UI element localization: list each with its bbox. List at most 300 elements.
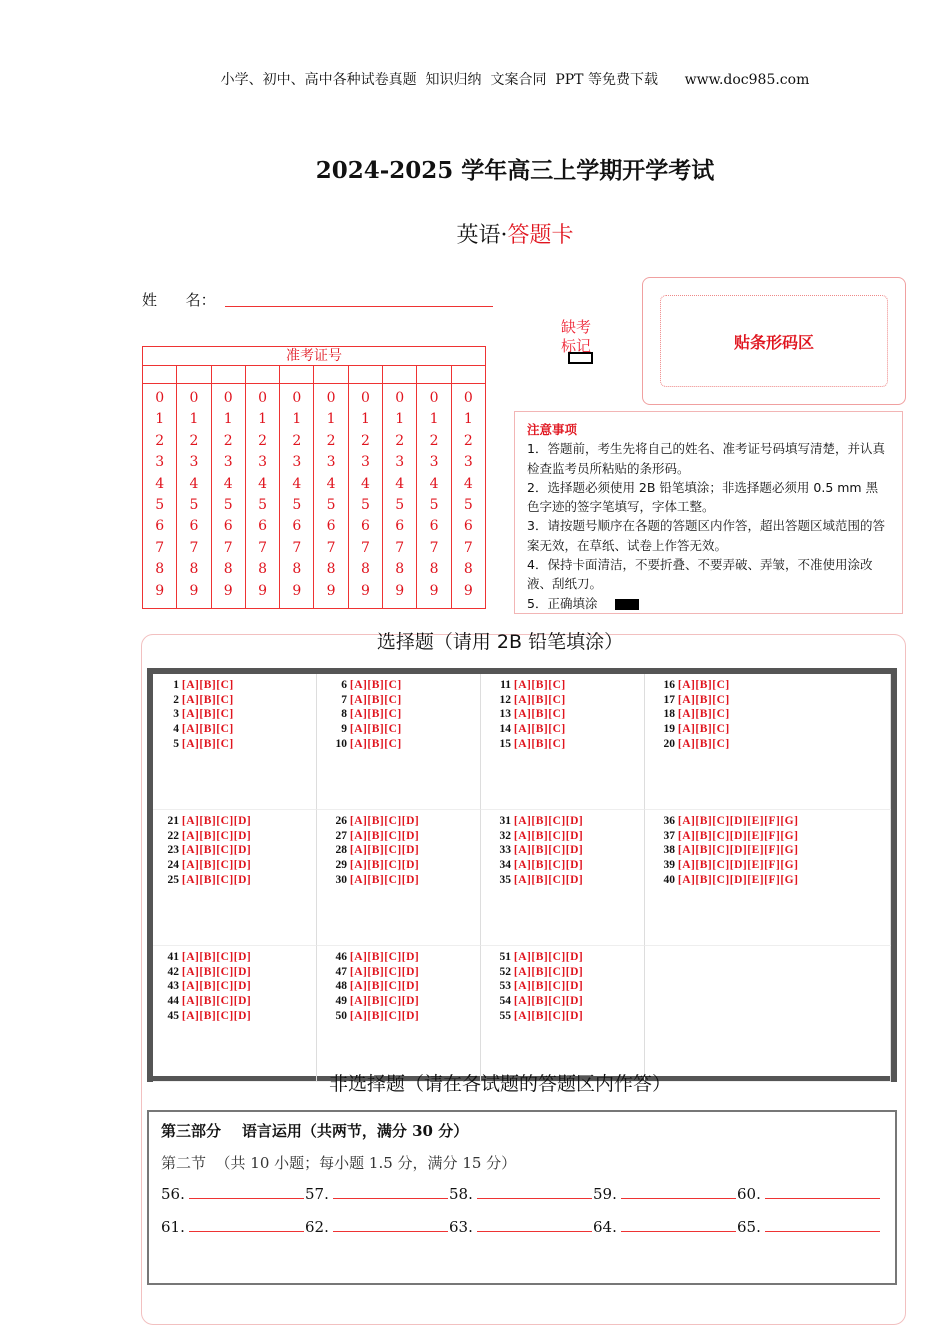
option-bubble[interactable]: [B] (199, 844, 217, 857)
answer-blank[interactable] (305, 1217, 449, 1236)
option-bubble[interactable]: [A] (513, 844, 532, 857)
option-bubble[interactable]: [C] (712, 723, 730, 736)
option-bubble[interactable]: [A] (677, 859, 696, 872)
id-digit-bubble[interactable]: 5 (189, 497, 199, 514)
id-digit-bubble[interactable]: 1 (463, 411, 473, 428)
option-bubble[interactable]: [A] (181, 693, 200, 706)
id-write-cell[interactable] (314, 366, 348, 384)
option-bubble[interactable]: [B] (367, 679, 385, 691)
id-digit-bubble[interactable]: 9 (326, 582, 336, 599)
option-bubble[interactable]: [A] (181, 995, 200, 1008)
option-bubble[interactable]: [A] (349, 965, 368, 978)
option-bubble[interactable]: [C] (384, 980, 402, 993)
option-bubble[interactable]: [D] (565, 844, 584, 857)
id-digit-bubble[interactable]: 0 (463, 390, 473, 406)
option-bubble[interactable]: [E] (747, 873, 765, 886)
option-bubble[interactable]: [C] (548, 859, 566, 872)
id-digit-bubble[interactable]: 1 (292, 411, 302, 428)
option-bubble[interactable]: [B] (695, 844, 713, 857)
answer-blank[interactable] (737, 1217, 881, 1236)
id-digit-bubble[interactable]: 6 (360, 518, 370, 535)
id-digit-bubble[interactable]: 1 (360, 411, 370, 428)
option-bubble[interactable]: [C] (216, 829, 234, 842)
id-digit-bubble[interactable]: 8 (326, 561, 336, 578)
id-digit-bubble[interactable]: 7 (189, 539, 199, 556)
id-digit-bubble[interactable]: 9 (292, 582, 302, 599)
option-bubble[interactable]: [D] (233, 1009, 252, 1022)
option-bubble[interactable]: [D] (233, 980, 252, 993)
option-bubble[interactable]: [D] (729, 829, 748, 842)
id-digit-bubble[interactable]: 6 (223, 518, 233, 535)
option-bubble[interactable]: [G] (780, 859, 799, 872)
blank-line[interactable] (621, 1184, 736, 1199)
option-bubble[interactable]: [A] (513, 829, 532, 842)
id-digit-bubble[interactable]: 6 (155, 518, 165, 535)
option-bubble[interactable]: [C] (216, 965, 234, 978)
option-bubble[interactable]: [D] (401, 1009, 420, 1022)
id-digit-bubble[interactable]: 3 (360, 454, 370, 471)
option-bubble[interactable]: [B] (695, 737, 713, 750)
id-digit-bubble[interactable]: 9 (429, 582, 439, 599)
option-bubble[interactable]: [C] (216, 980, 234, 993)
id-digit-bubble[interactable]: 9 (155, 582, 165, 599)
id-digit-bubble[interactable]: 1 (395, 411, 405, 428)
id-digit-bubble[interactable]: 2 (395, 432, 405, 449)
option-bubble[interactable]: [C] (712, 815, 730, 827)
id-digit-bubble[interactable]: 1 (189, 411, 199, 428)
option-bubble[interactable]: [A] (513, 1009, 532, 1022)
option-bubble[interactable]: [D] (565, 1009, 584, 1022)
id-digit-bubble[interactable]: 7 (155, 539, 165, 556)
id-digit-bubble[interactable]: 4 (292, 475, 302, 492)
option-bubble[interactable]: [D] (233, 844, 252, 857)
id-digit-bubble[interactable]: 6 (258, 518, 267, 535)
id-digit-bubble[interactable]: 4 (395, 475, 405, 492)
id-digit-bubble[interactable]: 6 (395, 518, 405, 535)
option-bubble[interactable]: [D] (401, 815, 420, 827)
option-bubble[interactable]: [G] (780, 829, 799, 842)
absent-mark-box[interactable] (568, 352, 593, 364)
option-bubble[interactable]: [C] (548, 679, 566, 691)
option-bubble[interactable]: [C] (384, 723, 402, 736)
id-digit-bubble[interactable]: 5 (223, 497, 233, 514)
option-bubble[interactable]: [C] (384, 859, 402, 872)
option-bubble[interactable]: [C] (548, 1009, 566, 1022)
option-bubble[interactable]: [D] (233, 965, 252, 978)
blank-line[interactable] (621, 1217, 736, 1232)
answer-blank[interactable] (449, 1217, 593, 1236)
option-bubble[interactable]: [C] (712, 693, 730, 706)
option-bubble[interactable]: [C] (384, 965, 402, 978)
id-digit-bubble[interactable]: 7 (463, 539, 473, 556)
id-write-cell[interactable] (451, 366, 485, 384)
option-bubble[interactable]: [A] (513, 951, 532, 963)
option-bubble[interactable]: [C] (548, 737, 566, 750)
option-bubble[interactable]: [D] (233, 873, 252, 886)
id-digit-bubble[interactable]: 2 (223, 432, 233, 449)
option-bubble[interactable]: [D] (729, 815, 748, 827)
option-bubble[interactable]: [B] (695, 679, 713, 691)
name-input-line[interactable] (225, 306, 493, 307)
option-bubble[interactable]: [C] (548, 965, 566, 978)
option-bubble[interactable]: [A] (677, 873, 696, 886)
option-bubble[interactable]: [D] (233, 859, 252, 872)
option-bubble[interactable]: [B] (695, 693, 713, 706)
option-bubble[interactable]: [A] (349, 995, 368, 1008)
id-digit-bubble[interactable]: 1 (429, 411, 439, 428)
option-bubble[interactable]: [D] (565, 815, 584, 827)
option-bubble[interactable]: [B] (199, 995, 217, 1008)
option-bubble[interactable]: [C] (548, 723, 566, 736)
id-digit-bubble[interactable]: 1 (258, 411, 267, 428)
id-digit-bubble[interactable]: 7 (292, 539, 302, 556)
id-digit-bubble[interactable]: 8 (189, 561, 199, 578)
option-bubble[interactable]: [B] (367, 995, 385, 1008)
option-bubble[interactable]: [C] (384, 995, 402, 1008)
id-digit-bubble[interactable]: 2 (429, 432, 439, 449)
id-digit-bubble[interactable]: 9 (189, 582, 199, 599)
option-bubble[interactable]: [A] (677, 737, 696, 750)
id-digit-bubble[interactable]: 9 (395, 582, 405, 599)
option-bubble[interactable]: [C] (216, 859, 234, 872)
blank-line[interactable] (765, 1217, 880, 1232)
option-bubble[interactable]: [D] (401, 965, 420, 978)
option-bubble[interactable]: [B] (367, 951, 385, 963)
id-digit-bubble[interactable]: 7 (223, 539, 233, 556)
option-bubble[interactable]: [C] (712, 844, 730, 857)
option-bubble[interactable]: [C] (712, 708, 730, 721)
id-digit-bubble[interactable]: 0 (223, 390, 233, 406)
option-bubble[interactable]: [C] (216, 844, 234, 857)
option-bubble[interactable]: [A] (513, 815, 532, 827)
id-digit-bubble[interactable]: 3 (429, 454, 439, 471)
option-bubble[interactable]: [D] (401, 873, 420, 886)
id-digit-bubble[interactable]: 3 (326, 454, 336, 471)
option-bubble[interactable]: [B] (531, 859, 549, 872)
answer-blank[interactable] (737, 1184, 881, 1203)
option-bubble[interactable]: [C] (384, 951, 402, 963)
id-digit-bubble[interactable]: 7 (258, 539, 267, 556)
option-bubble[interactable]: [C] (216, 1009, 234, 1022)
id-digit-bubble[interactable]: 5 (463, 497, 473, 514)
option-bubble[interactable]: [D] (233, 815, 252, 827)
option-bubble[interactable]: [C] (384, 829, 402, 842)
option-bubble[interactable]: [D] (401, 995, 420, 1008)
option-bubble[interactable]: [B] (367, 859, 385, 872)
option-bubble[interactable]: [A] (181, 965, 200, 978)
id-digit-bubble[interactable]: 3 (155, 454, 165, 471)
option-bubble[interactable]: [F] (764, 859, 781, 872)
option-bubble[interactable]: [C] (216, 723, 234, 736)
id-digit-bubble[interactable]: 3 (223, 454, 233, 471)
option-bubble[interactable]: [C] (712, 737, 730, 750)
option-bubble[interactable]: [A] (677, 708, 696, 721)
option-bubble[interactable]: [B] (531, 829, 549, 842)
option-bubble[interactable]: [A] (349, 679, 368, 691)
option-bubble[interactable]: [A] (513, 679, 532, 691)
option-bubble[interactable]: [A] (513, 723, 532, 736)
option-bubble[interactable]: [B] (199, 693, 217, 706)
option-bubble[interactable]: [D] (401, 980, 420, 993)
option-bubble[interactable]: [D] (565, 965, 584, 978)
option-bubble[interactable]: [B] (695, 723, 713, 736)
id-digit-bubble[interactable]: 0 (155, 390, 165, 406)
option-bubble[interactable]: [C] (548, 951, 566, 963)
option-bubble[interactable]: [D] (565, 859, 584, 872)
option-bubble[interactable]: [B] (531, 873, 549, 886)
option-bubble[interactable]: [A] (513, 737, 532, 750)
option-bubble[interactable]: [D] (233, 951, 252, 963)
id-digit-bubble[interactable]: 1 (223, 411, 233, 428)
option-bubble[interactable]: [A] (181, 1009, 200, 1022)
option-bubble[interactable]: [B] (367, 829, 385, 842)
id-write-cell[interactable] (417, 366, 451, 384)
option-bubble[interactable]: [B] (531, 693, 549, 706)
option-bubble[interactable]: [A] (513, 965, 532, 978)
option-bubble[interactable]: [A] (349, 951, 368, 963)
option-bubble[interactable]: [C] (384, 844, 402, 857)
option-bubble[interactable]: [D] (729, 859, 748, 872)
id-digit-bubble[interactable]: 2 (189, 432, 199, 449)
option-bubble[interactable]: [B] (367, 844, 385, 857)
id-digit-bubble[interactable]: 4 (429, 475, 439, 492)
option-bubble[interactable]: [B] (199, 829, 217, 842)
option-bubble[interactable]: [B] (367, 708, 385, 721)
id-digit-bubble[interactable]: 2 (326, 432, 336, 449)
id-write-cell[interactable] (143, 366, 177, 384)
option-bubble[interactable]: [A] (677, 815, 696, 827)
id-digit-bubble[interactable]: 4 (189, 475, 199, 492)
option-bubble[interactable]: [B] (199, 873, 217, 886)
answer-blank[interactable] (593, 1217, 737, 1236)
id-write-cell[interactable] (211, 366, 245, 384)
option-bubble[interactable]: [B] (531, 995, 549, 1008)
option-bubble[interactable]: [B] (367, 737, 385, 750)
option-bubble[interactable]: [C] (384, 693, 402, 706)
id-digit-bubble[interactable]: 3 (258, 454, 267, 471)
id-write-cell[interactable] (280, 366, 314, 384)
id-digit-bubble[interactable]: 6 (429, 518, 439, 535)
blank-line[interactable] (477, 1184, 592, 1199)
option-bubble[interactable]: [B] (199, 723, 217, 736)
id-digit-bubble[interactable]: 0 (395, 390, 405, 406)
option-bubble[interactable]: [C] (384, 873, 402, 886)
id-digit-bubble[interactable]: 7 (395, 539, 405, 556)
id-digit-bubble[interactable]: 4 (360, 475, 370, 492)
option-bubble[interactable]: [B] (367, 965, 385, 978)
option-bubble[interactable]: [B] (531, 965, 549, 978)
option-bubble[interactable]: [D] (401, 951, 420, 963)
option-bubble[interactable]: [A] (513, 873, 532, 886)
option-bubble[interactable]: [B] (531, 723, 549, 736)
option-bubble[interactable]: [B] (199, 708, 217, 721)
option-bubble[interactable]: [C] (216, 679, 234, 691)
option-bubble[interactable]: [A] (677, 723, 696, 736)
blank-line[interactable] (333, 1217, 448, 1232)
option-bubble[interactable]: [C] (548, 815, 566, 827)
id-digit-bubble[interactable]: 3 (395, 454, 405, 471)
option-bubble[interactable]: [B] (199, 1009, 217, 1022)
option-bubble[interactable]: [C] (216, 815, 234, 827)
blank-line[interactable] (189, 1217, 304, 1232)
option-bubble[interactable]: [B] (367, 815, 385, 827)
option-bubble[interactable]: [B] (531, 844, 549, 857)
option-bubble[interactable]: [B] (695, 708, 713, 721)
answer-blank[interactable] (593, 1184, 737, 1203)
option-bubble[interactable]: [B] (695, 859, 713, 872)
id-digit-bubble[interactable]: 4 (223, 475, 233, 492)
option-bubble[interactable]: [C] (384, 708, 402, 721)
option-bubble[interactable]: [A] (349, 829, 368, 842)
id-digit-bubble[interactable]: 2 (258, 432, 267, 449)
id-digit-bubble[interactable]: 5 (395, 497, 405, 514)
id-digit-bubble[interactable]: 3 (189, 454, 199, 471)
id-digit-bubble[interactable]: 6 (326, 518, 336, 535)
id-digit-bubble[interactable]: 4 (258, 475, 267, 492)
option-bubble[interactable]: [B] (199, 951, 217, 963)
option-bubble[interactable]: [B] (531, 980, 549, 993)
option-bubble[interactable]: [C] (384, 815, 402, 827)
id-write-cell[interactable] (177, 366, 211, 384)
id-digit-bubble[interactable]: 7 (326, 539, 336, 556)
option-bubble[interactable]: [C] (548, 980, 566, 993)
id-digit-bubble[interactable]: 9 (223, 582, 233, 599)
option-bubble[interactable]: [A] (349, 873, 368, 886)
blank-line[interactable] (765, 1184, 880, 1199)
option-bubble[interactable]: [A] (181, 679, 200, 691)
id-digit-bubble[interactable]: 0 (258, 390, 267, 406)
option-bubble[interactable]: [C] (548, 873, 566, 886)
option-bubble[interactable]: [A] (181, 708, 200, 721)
option-bubble[interactable]: [B] (695, 815, 713, 827)
option-bubble[interactable]: [A] (181, 873, 200, 886)
option-bubble[interactable]: [B] (695, 829, 713, 842)
option-bubble[interactable]: [C] (712, 829, 730, 842)
option-bubble[interactable]: [B] (531, 815, 549, 827)
answer-blank[interactable] (305, 1184, 449, 1203)
id-digit-bubble[interactable]: 5 (258, 497, 267, 514)
id-digit-bubble[interactable]: 1 (155, 411, 165, 428)
option-bubble[interactable]: [G] (780, 873, 799, 886)
id-digit-bubble[interactable]: 9 (360, 582, 370, 599)
option-bubble[interactable]: [B] (199, 980, 217, 993)
blank-line[interactable] (189, 1184, 304, 1199)
id-digit-bubble[interactable]: 1 (326, 411, 336, 428)
option-bubble[interactable]: [B] (199, 679, 217, 691)
id-digit-bubble[interactable]: 8 (223, 561, 233, 578)
option-bubble[interactable]: [A] (349, 1009, 368, 1022)
id-digit-bubble[interactable]: 5 (326, 497, 336, 514)
id-digit-bubble[interactable]: 9 (463, 582, 473, 599)
option-bubble[interactable]: [C] (216, 873, 234, 886)
option-bubble[interactable]: [D] (565, 995, 584, 1008)
option-bubble[interactable]: [D] (233, 829, 252, 842)
id-digit-bubble[interactable]: 4 (326, 475, 336, 492)
option-bubble[interactable]: [E] (747, 859, 765, 872)
option-bubble[interactable]: [A] (677, 829, 696, 842)
option-bubble[interactable]: [C] (216, 995, 234, 1008)
option-bubble[interactable]: [E] (747, 844, 765, 857)
option-bubble[interactable]: [D] (729, 844, 748, 857)
option-bubble[interactable]: [A] (349, 980, 368, 993)
id-digit-bubble[interactable]: 2 (463, 432, 473, 449)
option-bubble[interactable]: [F] (764, 829, 781, 842)
option-bubble[interactable]: [B] (199, 859, 217, 872)
option-bubble[interactable]: [C] (548, 693, 566, 706)
id-digit-bubble[interactable]: 6 (189, 518, 199, 535)
option-bubble[interactable]: [B] (367, 693, 385, 706)
option-bubble[interactable]: [B] (531, 708, 549, 721)
option-bubble[interactable]: [C] (384, 737, 402, 750)
option-bubble[interactable]: [B] (695, 873, 713, 886)
option-bubble[interactable]: [C] (216, 693, 234, 706)
option-bubble[interactable]: [A] (181, 951, 200, 963)
option-bubble[interactable]: [A] (181, 723, 200, 736)
id-digit-bubble[interactable]: 0 (429, 390, 439, 406)
option-bubble[interactable]: [E] (747, 829, 765, 842)
id-digit-bubble[interactable]: 0 (360, 390, 370, 406)
option-bubble[interactable]: [B] (367, 980, 385, 993)
option-bubble[interactable]: [E] (747, 815, 765, 827)
id-digit-bubble[interactable]: 6 (292, 518, 302, 535)
option-bubble[interactable]: [F] (764, 815, 781, 827)
option-bubble[interactable]: [B] (367, 723, 385, 736)
option-bubble[interactable]: [B] (199, 815, 217, 827)
option-bubble[interactable]: [D] (565, 980, 584, 993)
option-bubble[interactable]: [B] (199, 737, 217, 750)
option-bubble[interactable]: [C] (216, 708, 234, 721)
id-digit-bubble[interactable]: 8 (155, 561, 165, 578)
id-digit-bubble[interactable]: 5 (360, 497, 370, 514)
option-bubble[interactable]: [C] (548, 829, 566, 842)
id-digit-bubble[interactable]: 8 (258, 561, 267, 578)
option-bubble[interactable]: [A] (181, 737, 200, 750)
option-bubble[interactable]: [A] (513, 995, 532, 1008)
option-bubble[interactable]: [G] (780, 844, 799, 857)
id-digit-bubble[interactable]: 5 (292, 497, 302, 514)
answer-blank[interactable] (161, 1184, 305, 1203)
id-digit-bubble[interactable]: 8 (463, 561, 473, 578)
option-bubble[interactable]: [A] (513, 980, 532, 993)
option-bubble[interactable]: [B] (531, 737, 549, 750)
id-digit-bubble[interactable]: 7 (429, 539, 439, 556)
option-bubble[interactable]: [A] (181, 980, 200, 993)
option-bubble[interactable]: [C] (712, 679, 730, 691)
option-bubble[interactable]: [C] (712, 873, 730, 886)
blank-line[interactable] (333, 1184, 448, 1199)
id-write-cell[interactable] (348, 366, 382, 384)
option-bubble[interactable]: [A] (513, 708, 532, 721)
option-bubble[interactable]: [C] (384, 1009, 402, 1022)
id-digit-bubble[interactable]: 6 (463, 518, 473, 535)
option-bubble[interactable]: [C] (216, 951, 234, 963)
id-digit-bubble[interactable]: 7 (360, 539, 370, 556)
option-bubble[interactable]: [C] (216, 737, 234, 750)
id-digit-bubble[interactable]: 0 (292, 390, 302, 406)
option-bubble[interactable]: [A] (181, 844, 200, 857)
option-bubble[interactable]: [C] (548, 844, 566, 857)
id-digit-bubble[interactable]: 8 (292, 561, 302, 578)
option-bubble[interactable]: [B] (531, 951, 549, 963)
option-bubble[interactable]: [D] (233, 995, 252, 1008)
id-digit-bubble[interactable]: 0 (189, 390, 199, 406)
id-digit-bubble[interactable]: 5 (429, 497, 439, 514)
id-digit-bubble[interactable]: 2 (360, 432, 370, 449)
id-digit-bubble[interactable]: 8 (429, 561, 439, 578)
id-digit-bubble[interactable]: 2 (292, 432, 302, 449)
option-bubble[interactable]: [F] (764, 873, 781, 886)
option-bubble[interactable]: [A] (181, 829, 200, 842)
